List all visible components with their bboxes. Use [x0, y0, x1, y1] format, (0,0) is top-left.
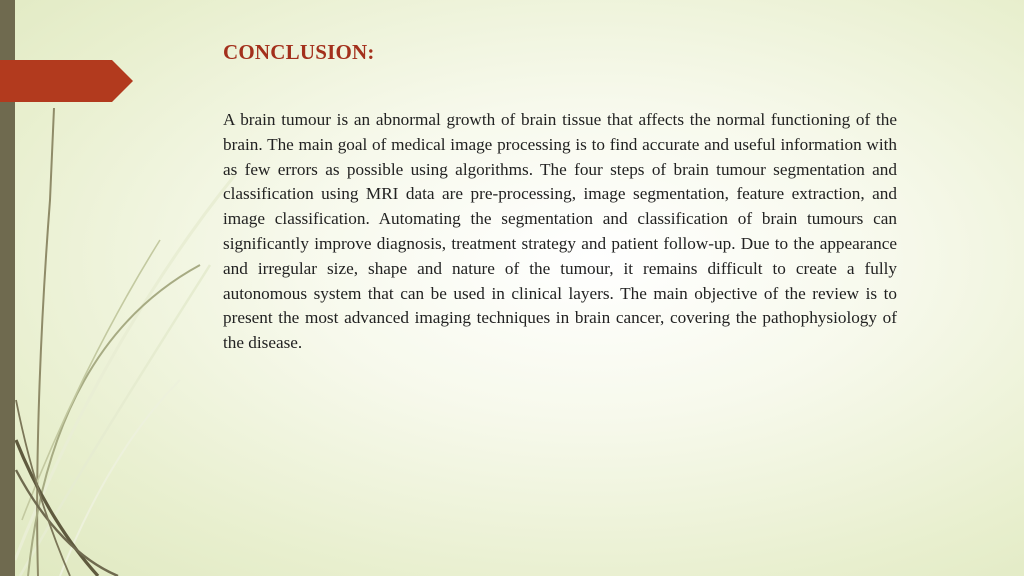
conclusion-paragraph: A brain tumour is an abnormal growth of brain tissue that affects the normal functioning of the brain. The main goal of medical image processing is to find accurate and useful information with as few errors as possible using algorithms. The four steps of brain tumour segmentation and classification using MRI data are pre-processing, image segmentation, feature extraction, and image classification. Automating the segmentation and classification of brain tumours can significantly improve diagnosis, treatment strategy and patient follow-up. Due to the appearance and irregular size, shape and nature of the tumour, it remains difficult to create a fully autonomous system that can be used in clinical layers. The main objective of the review is to present the most advanced imaging techniques in brain cancer, covering the pathophysiology of the disease.	[223, 110, 897, 353]
arrow-tab-icon	[0, 60, 133, 102]
slide-title: CONCLUSION:	[223, 40, 375, 64]
